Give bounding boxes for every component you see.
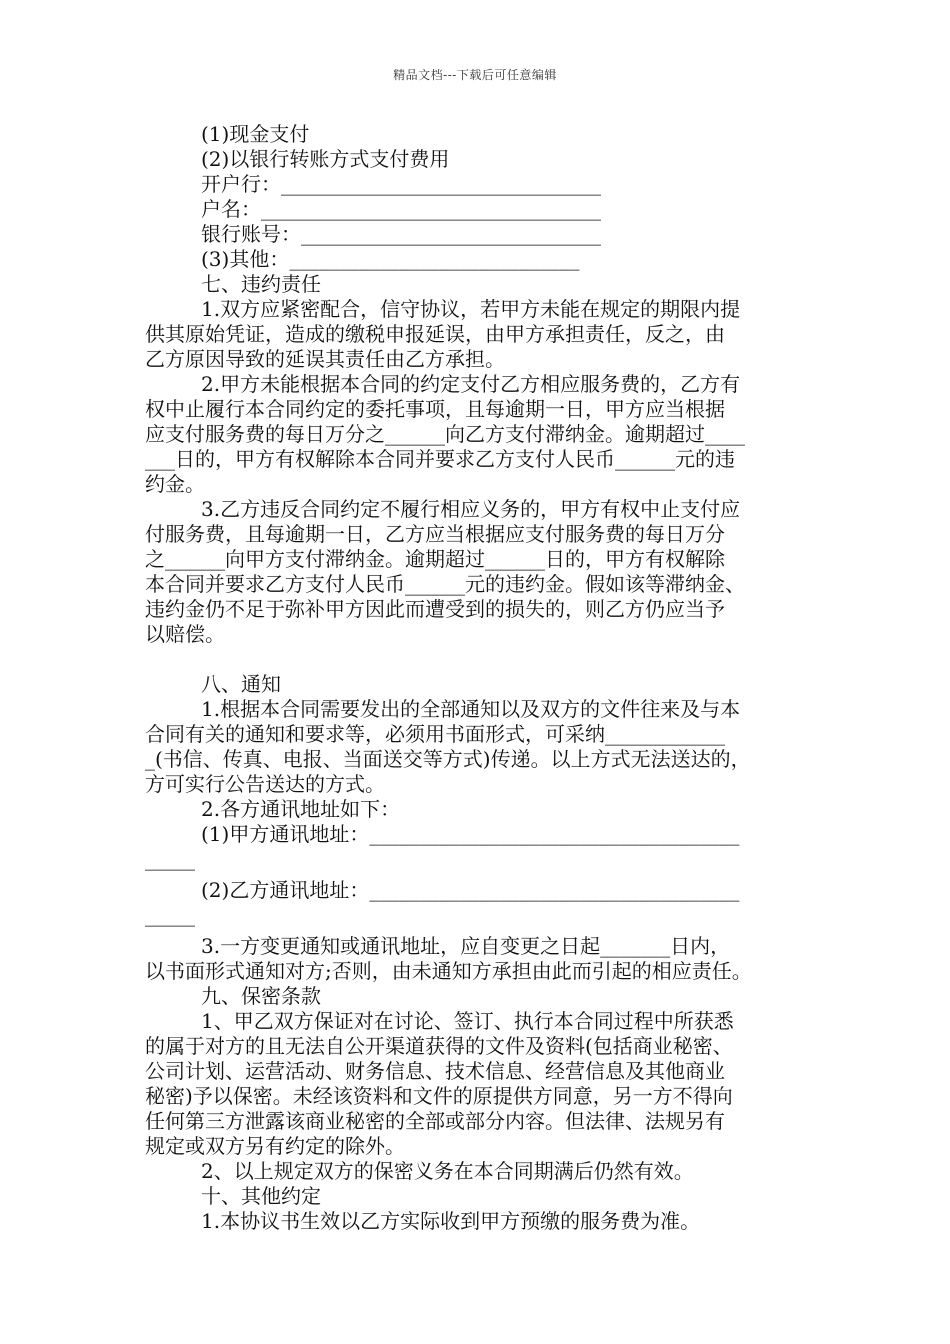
section-heading-confidentiality: 九、保密条款 [201, 984, 321, 1008]
paragraph-line: 1.本协议书生效以乙方实际收到甲方预缴的服务费为准。 [201, 1209, 701, 1233]
paragraph-line: 付服务费，且每逾期一日，乙方应当根据应支付服务费的每日万分 [145, 522, 725, 546]
payment-option-bank: (2)以银行转账方式支付费用 [201, 147, 450, 171]
paragraph-line: 3.一方变更通知或通讯地址，应自变更之日起_______日内， [201, 934, 731, 958]
paragraph-line: 的属于对方的且无法自公开渠道获得的文件及资料(包括商业秘密、 [145, 1034, 733, 1058]
page-header: 精品文档---下载后可任意编辑 [393, 68, 557, 82]
account-name-field: 户名：__________________________________ [201, 197, 601, 221]
paragraph-line: 合同有关的通知和要求等，必须用书面形式，可采纳____________ [145, 722, 725, 746]
party-b-address-field: (2)乙方通讯地址：_____________________________________ [201, 878, 740, 902]
paragraph-line: 3.乙方违反合同约定不履行相应义务的，甲方有权中止支付应 [201, 497, 741, 521]
party-a-address-field-cont: _____ [145, 847, 195, 871]
party-b-address-field-cont: _____ [145, 903, 195, 927]
paragraph-line: 2.各方通讯地址如下： [201, 797, 401, 821]
bank-name-field: 开户行：________________________________ [201, 172, 601, 196]
paragraph-line: 之______向甲方支付滞纳金。逾期超过______日的，甲方有权解除 [145, 547, 725, 571]
paragraph-line: 本合同并要求乙方支付人民币______元的违约金。假如该等滞纳金、 [145, 572, 745, 596]
paragraph-line: 以赔偿。 [145, 622, 225, 646]
paragraph-line: 1.根据本合同需要发出的全部通知以及双方的文件往来及与本 [201, 697, 741, 721]
paragraph-line: 秘密)予以保密。未经该资料和文件的原提供方同意，另一方不得向 [145, 1084, 733, 1108]
blank-line [145, 647, 807, 672]
section-heading-other: 十、其他约定 [201, 1184, 321, 1208]
paragraph-line: ___日的，甲方有权解除本合同并要求乙方支付人民币______元的违 [145, 447, 735, 471]
paragraph-line: 违约金仍不足于弥补甲方因此而遭受到的损失的，则乙方仍应当予 [145, 597, 725, 621]
paragraph-line: 任何第三方泄露该商业秘密的全部或部分内容。但法律、法规另有 [145, 1109, 725, 1133]
document-body [145, 122, 807, 1234]
paragraph-line: 权中止履行本合同约定的委托事项，且每逾期一日，甲方应当根据 [145, 397, 725, 421]
paragraph-line: 1、甲乙双方保证对在讨论、签订、执行本合同过程中所获悉 [201, 1009, 734, 1033]
paragraph-line: 供其原始凭证，造成的缴税申报延误，由甲方承担责任，反之，由 [145, 322, 725, 346]
paragraph-line: 方可实行公告送达的方式。 [145, 772, 385, 796]
paragraph-line: 公司计划、运营活动、财务信息、技术信息、经营信息及其他商业 [145, 1059, 725, 1083]
section-heading-breach: 七、违约责任 [201, 272, 321, 296]
payment-option-other: (3)其他：_____________________________ [201, 247, 580, 271]
paragraph-line: 2、以上规定双方的保密义务在本合同期满后仍然有效。 [201, 1159, 694, 1183]
paragraph-line: _(书信、传真、电报、当面送交等方式)传递。以上方式无法送达的， [145, 747, 751, 771]
account-number-field: 银行账号：______________________________ [201, 222, 601, 246]
payment-option-cash: (1)现金支付 [201, 122, 310, 146]
paragraph-line: 应支付服务费的每日万分之______向乙方支付滞纳金。逾期超过____ [145, 422, 745, 446]
section-heading-notice: 八、通知 [201, 672, 281, 696]
paragraph-line: 乙方原因导致的延误其责任由乙方承担。 [145, 347, 505, 371]
paragraph-line: 以书面形式通知对方;否则，由未通知方承担由此而引起的相应责任。 [145, 959, 752, 983]
paragraph-line: 1.双方应紧密配合，信守协议，若甲方未能在规定的期限内提 [201, 297, 741, 321]
party-a-address-field: (1)甲方通讯地址：_____________________________________ [201, 822, 740, 846]
paragraph-line: 规定或双方另有约定的除外。 [145, 1134, 405, 1158]
paragraph-line: 2.甲方未能根据本合同的约定支付乙方相应服务费的，乙方有 [201, 372, 741, 396]
paragraph-line: 约金。 [145, 472, 205, 496]
